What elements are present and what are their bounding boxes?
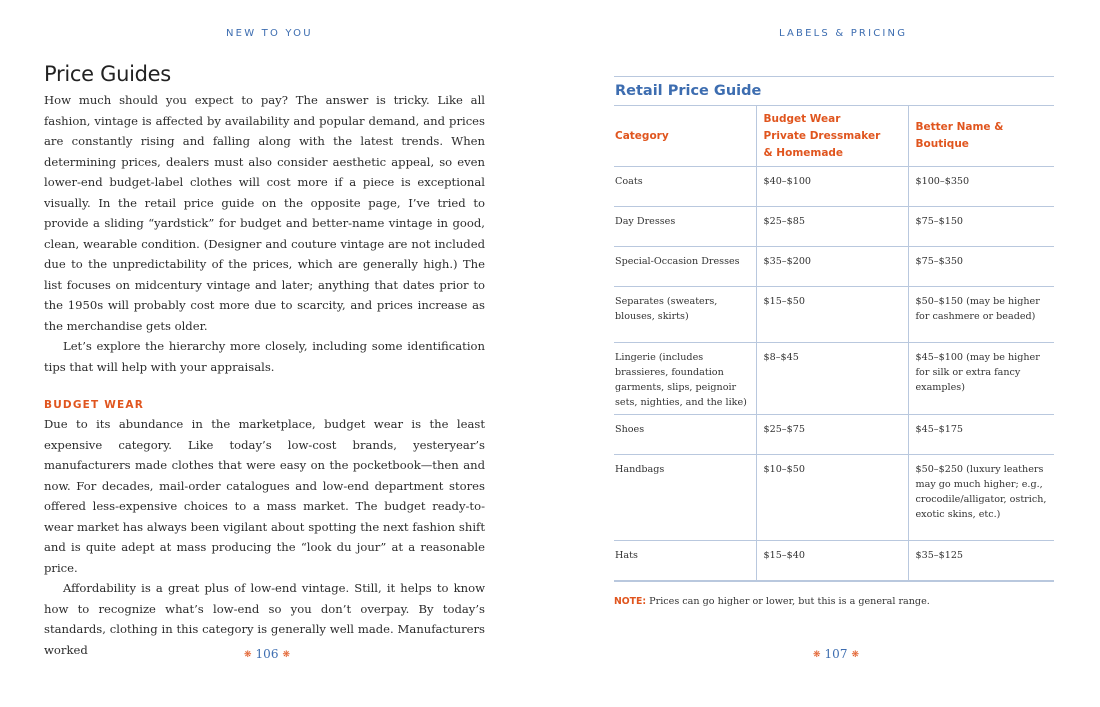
paragraph: Let’s explore the hierarchy more closely, including some identification tips that will help with your appraisals. — [44, 339, 485, 374]
table-note — [614, 596, 1054, 607]
cell-better-price: $50–$250 (luxury leathers may go much higher; e.g., crocodile/alligator, ostrich, exotic skins, etc.) — [908, 455, 1054, 541]
cell-budget-price: $35–$200 — [756, 247, 908, 287]
cell-budget-price: $10–$50 — [756, 455, 908, 541]
note-text: Prices can go higher or lower, but this is a general range. — [646, 596, 930, 607]
table-row — [614, 541, 1054, 582]
table-row — [614, 415, 1054, 455]
table-row — [614, 287, 1054, 343]
cell-budget-price: $25–$85 — [756, 207, 908, 247]
table-row — [614, 167, 1054, 207]
paragraph: Affordability is a great plus of low-end vintage. Still, it helps to know how to recognize what’s low-end so you don’t overpay. By today’s standards, clothing in this category is generally well made. Manufacturers worked — [44, 581, 485, 657]
cell-category: Day Dresses — [614, 207, 756, 247]
page-number-left — [240, 647, 294, 661]
cell-better-price: $100–$350 — [908, 167, 1054, 207]
header-budget-wear: Budget Wear Private Dressmaker & Homemade — [756, 106, 908, 167]
table-title: Retail Price Guide — [614, 83, 1054, 106]
cell-budget-price: $15–$50 — [756, 287, 908, 343]
cell-category: Coats — [614, 167, 756, 207]
page-number-right — [809, 647, 863, 661]
paragraph: Due to its abundance in the marketplace, budget wear is the least expensive category. Like today’s low-cost brands, yesteryear’s manufacturers made clothes that were easy on the pocketbook—then and now. For decades, mail-order catalogues and low-end department stores offered less-expensive choices to a mass market. The budget ready-to-wear market has always been vigilant about spotting the next fashion shift and is quite adept at mass producing the “look du jour” at a reasonable price. — [44, 417, 485, 575]
table-row — [614, 455, 1054, 541]
ornament-icon: ❋ — [282, 650, 290, 660]
retail-price-guide — [614, 76, 1054, 607]
table-header-row — [614, 106, 1054, 167]
cell-budget-price: $40–$100 — [756, 167, 908, 207]
cell-better-price: $45–$100 (may be higher for silk or extra fancy examples) — [908, 343, 1054, 415]
cell-better-price: $35–$125 — [908, 541, 1054, 582]
cell-category: Separates (sweaters, blouses, skirts) — [614, 287, 756, 343]
paragraph: How much should you expect to pay? The answer is tricky. Like all fashion, vintage is affected by availability and popular demand, and prices are constantly rising and falling along with the latest trends. When determining prices, dealers must also consider aesthetic appeal, so even lower-end budget-label clothes will cost more if a piece is exceptional visually. In the retail price guide on the opposite page, I’ve tried to provide a sliding “yardstick” for budget and better-name vintage in good, clean, wearable condition. (Designer and couture vintage are not included due to the unpredictability of the prices, which are generally high.) The list focuses on midcentury vintage and later; anything that dates prior to the 1950s will probably cost more due to scarcity, and prices increase as the merchandise gets older. — [44, 93, 485, 333]
cell-category: Special-Occasion Dresses — [614, 247, 756, 287]
cell-budget-price: $25–$75 — [756, 415, 908, 455]
cell-better-price: $75–$350 — [908, 247, 1054, 287]
left-page — [44, 62, 485, 660]
price-table — [614, 106, 1054, 582]
header-category: Category — [614, 106, 756, 167]
cell-category: Shoes — [614, 415, 756, 455]
ornament-icon: ❋ — [851, 650, 859, 660]
ornament-icon: ❋ — [244, 650, 252, 660]
cell-category: Handbags — [614, 455, 756, 541]
cell-category: Lingerie (includes brassieres, foundation garments, slips, peignoir sets, nighties, and the like) — [614, 343, 756, 415]
cell-better-price: $75–$150 — [908, 207, 1054, 247]
running-head-left: NEW TO YOU — [226, 28, 313, 39]
page-number: 106 — [255, 647, 279, 661]
header-better-name: Better Name & Boutique — [908, 106, 1054, 167]
table-row — [614, 343, 1054, 415]
table-row — [614, 207, 1054, 247]
divider — [614, 76, 1054, 77]
table-row — [614, 247, 1054, 287]
cell-budget-price: $15–$40 — [756, 541, 908, 582]
ornament-icon: ❋ — [813, 650, 821, 660]
running-head-right: LABELS & PRICING — [779, 28, 908, 39]
cell-better-price: $45–$175 — [908, 415, 1054, 455]
page-number: 107 — [824, 647, 848, 661]
cell-budget-price: $8–$45 — [756, 343, 908, 415]
cell-category: Hats — [614, 541, 756, 582]
subhead-budget-wear: BUDGET WEAR — [44, 399, 145, 411]
note-label: NOTE: — [614, 596, 647, 607]
page-title: Price Guides — [44, 62, 171, 86]
cell-better-price: $50–$150 (may be higher for cashmere or beaded) — [908, 287, 1054, 343]
